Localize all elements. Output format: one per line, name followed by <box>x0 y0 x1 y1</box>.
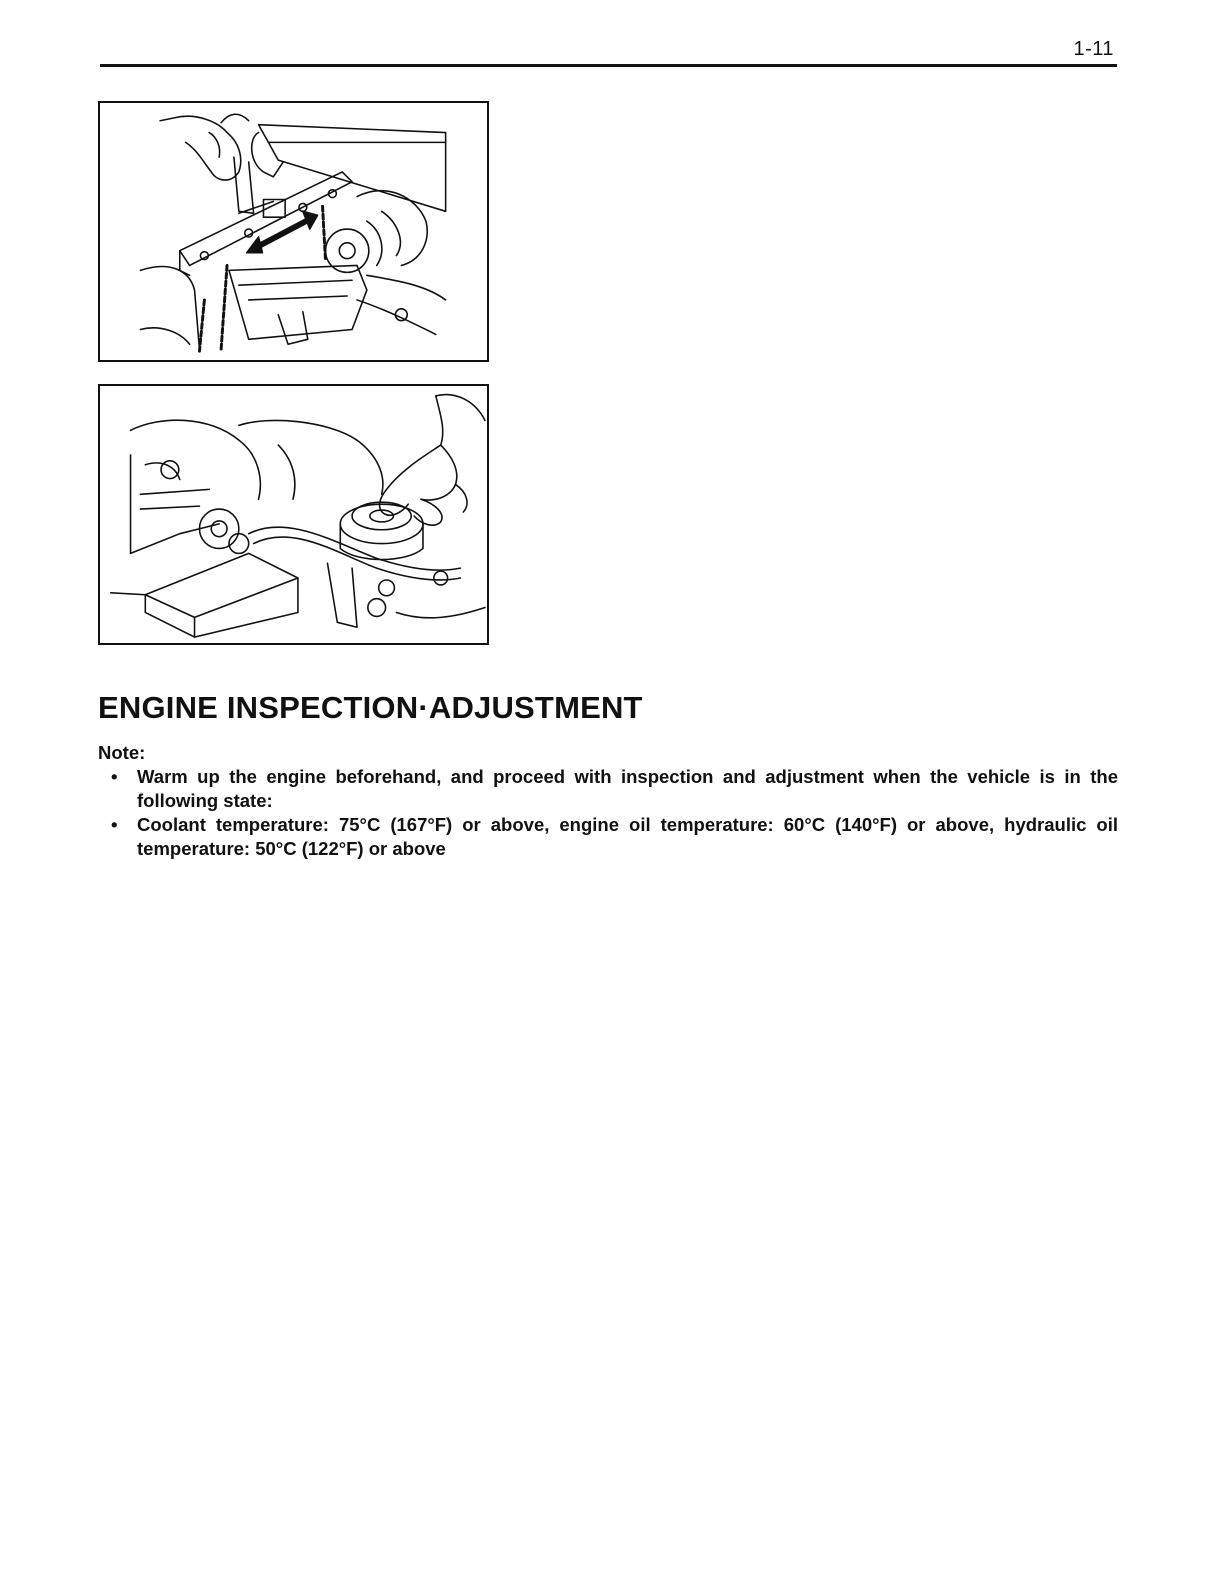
list-item <box>98 765 1118 813</box>
page-number: 1-11 <box>1073 38 1114 60</box>
bullet: • <box>111 766 118 787</box>
note-block <box>98 741 1118 861</box>
egr-valve-illustration <box>98 384 489 645</box>
header-rule <box>100 64 1117 67</box>
note-text: Coolant temperature: 75°C (167°F) or above, engine oil temperature: 60°C (140°F) or above, hydraulic oil temperature: 50°C (122°F) or above <box>137 814 1118 859</box>
list-item <box>98 813 1118 861</box>
bullet: • <box>111 814 118 835</box>
egr-valve-drawing <box>100 386 487 643</box>
engine-hoist-drawing <box>100 103 487 360</box>
note-text: Warm up the engine beforehand, and proceed with inspection and adjustment when the vehicle is in the following state: <box>137 766 1118 811</box>
engine-hoist-illustration <box>98 101 489 362</box>
note-label: Note: <box>98 742 146 763</box>
section-title: ENGINE INSPECTION·ADJUSTMENT <box>98 690 643 725</box>
note-list <box>98 765 1118 861</box>
